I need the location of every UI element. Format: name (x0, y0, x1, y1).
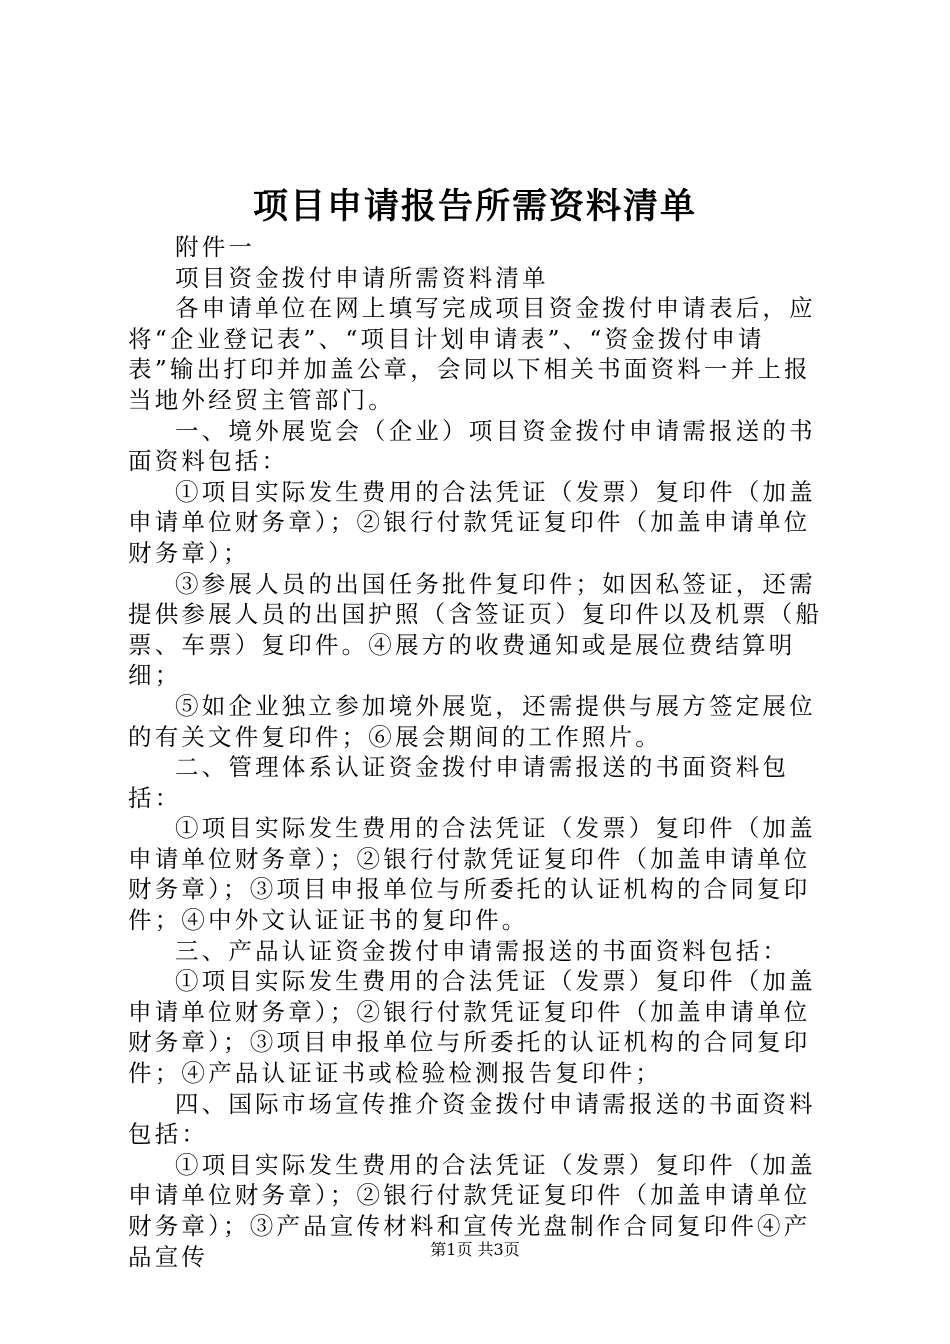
paragraph-section-1-heading: 一、境外展览会（企业）项目资金拨付申请需报送的书面资料包括： (128, 416, 816, 476)
paragraph-intro: 各申请单位在网上填写完成项目资金拨付申请表后，应将“企业登记表”、“项目计划申请表”、“资金拨付申请表”输出打印并加盖公章，会同以下相关书面资料一并上报当地外经贸主管部门。 (128, 294, 816, 414)
document-title: 项目申请报告所需资料清单 (252, 186, 697, 227)
paragraph-section-2-heading: 二、管理体系认证资金拨付申请需报送的书面资料包括： (128, 753, 790, 812)
paragraph-subtitle: 项目资金拨付申请所需资料清单 (175, 263, 549, 292)
paragraph-section-4-items: ①项目实际发生费用的合法凭证（发票）复印件（加盖申请单位财务章）；②银行付款凭证复印件（加盖申请单位财务章）；③产品宣传材料和宣传光盘制作合同复印件④产品宣传 (128, 1150, 816, 1271)
document-body (128, 232, 832, 1272)
paragraph-attachment-label: 附件一 (175, 233, 256, 261)
paragraph-section-4-heading: 四、国际市场宣传推介资金拨付申请需报送的书面资料包括： (128, 1089, 816, 1149)
paragraph-section-1-item-3: ⑤如企业独立参加境外展览，还需提供与展方签定展位的有关文件复印件；⑥展会期间的工作照片。 (128, 691, 816, 751)
page-number-footer: 第1页 共3页 (430, 1240, 520, 1259)
paragraph-section-2-items: ①项目实际发生费用的合法凭证（发票）复印件（加盖申请单位财务章）；②银行付款凭证复印件（加盖申请单位财务章）；③项目申报单位与所委托的认证机构的合同复印件；④中外文认证证书的复印件。 (128, 814, 816, 935)
paragraph-section-1-item-2: ③参展人员的出国任务批件复印件；如因私签证，还需提供参展人员的出国护照（含签证页）复印件以及机票（船票、车票）复印件。④展方的收费通知或是展位费结算明细； (128, 569, 823, 690)
paragraph-section-1-item-1: ①项目实际发生费用的合法凭证（发票）复印件（加盖申请单位财务章）；②银行付款凭证复印件（加盖申请单位财务章）； (128, 477, 816, 567)
paragraph-section-3-heading: 三、产品认证资金拨付申请需报送的书面资料包括： (175, 936, 790, 965)
paragraph-section-3-items: ①项目实际发生费用的合法凭证（发票）复印件（加盖申请单位财务章）；②银行付款凭证复印件（加盖申请单位财务章）；③项目申报单位与所委托的认证机构的合同复印件；④产品认证证书或检验检测报告复印件； (128, 967, 816, 1088)
